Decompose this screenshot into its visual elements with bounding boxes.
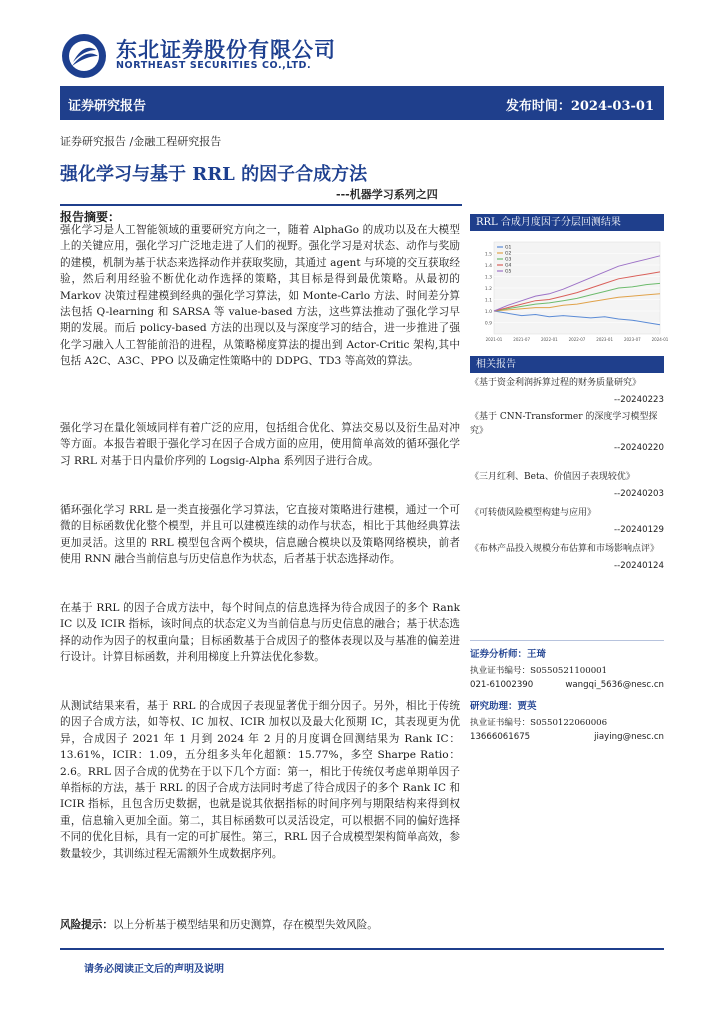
related-report-date: --20240124 <box>614 561 664 571</box>
risk-label: 风险提示： <box>60 919 113 931</box>
related-report-date: --20240223 <box>614 395 664 405</box>
summary-paragraph: 循环强化学习 RRL 是一类直接强化学习算法，它直接对策略进行建模，通过一个可微的目标函数优化整个模型，并且可以建模连续的动作与状态，相比于其他经典算法更加灵活。这里的 RRL 模型包含两个模块，信息融合模块以及策略网络模块，前者使用 RNN 融合当前信息与历史信息作为状态，后者基于状态选择动作。 <box>60 504 460 566</box>
chart-y-tick-label: 1.0 <box>484 310 492 315</box>
chart-y-tick-label: 1.5 <box>484 252 492 258</box>
backtest-line-chart <box>478 236 669 350</box>
page-title: 强化学习与基于 RRL 的因子合成方法 <box>60 164 368 185</box>
chart-x-tick-label: 2023-01 <box>596 337 614 342</box>
chart-y-tick-label: 0.9 <box>484 321 492 327</box>
related-report-date: --20240129 <box>614 525 664 535</box>
report-type-label: 证券研究报告 <box>68 99 147 114</box>
breadcrumb: 证券研究报告 /金融工程研究报告 <box>60 135 222 148</box>
chart-x-tick-label: 2023-07 <box>623 337 641 342</box>
chart-x-tick-label: 2021-01 <box>485 337 503 342</box>
company-name-cn: 东北证券股份有限公司 <box>116 38 336 62</box>
chart-heading: RRL 合成月度因子分层回测结果 <box>470 214 664 231</box>
related-report-item[interactable] <box>470 376 664 407</box>
header-banner <box>60 86 664 120</box>
risk-text: 以上分析基于模型结果和历史测算，存在模型失效风险。 <box>112 919 378 931</box>
related-report-title[interactable]: 《布林产品投入规模分布估算和市场影响点评》 <box>470 544 660 554</box>
chart-legend-label: G1 <box>505 245 512 251</box>
analyst-name: 王琦 <box>527 649 547 660</box>
title-divider <box>60 204 462 206</box>
summary-paragraph: 从测试结果来看，基于 RRL 的合成因子表现显著优于细分因子。另外，相比于传统的因子合成方法，如等权、IC 加权、ICIR 加权以及最大化预期 IC，其表现更为优异，合成因子 2021 年 1 月到 2024 年 2 月的月度调仓回测结果为 Rank IC：13.61%，ICIR：1.09，五分组多头年化超额：15.77%，多空 Sharpe Ratio：2.6。RRL 因子合成的优势在于以下几个方面：第一，相比于传统仅考虑单期单因子单指标的方法，基于 RRL 的因子合成方法同时考虑了待合成因子的多个 Rank IC 和 ICIR 指标，且包含历史数据，也就是说其依据指标的时间序列与期限结构来得到权重，信息输入更加全面。第二，其目标函数可以灵活设定，可以根据不同的偏好选择不同的优化目标，具有一定的可扩展性。第三，RRL 因子合成模型架构简单高效，参数量较少，其训练过程无需额外生成数据序列。 <box>60 700 460 860</box>
chart-x-tick-label: 2022-07 <box>568 337 586 342</box>
company-logo-icon <box>60 32 108 80</box>
publish-date: 发布时间：2024-03-01 <box>505 99 654 114</box>
related-report-title[interactable]: 《可转债风险模型构建与应用》 <box>470 508 597 518</box>
related-report-item[interactable] <box>470 410 664 455</box>
related-report-title[interactable]: 《基于 CNN-Transformer 的深度学习模型探究》 <box>470 412 658 436</box>
chart-legend-label: G5 <box>505 269 512 275</box>
assistant-block <box>470 698 664 742</box>
chart-y-tick-label: 1.4 <box>484 264 492 269</box>
chart-x-tick-label: 2024-01 <box>651 337 669 342</box>
assistant-phone: 13666061675 <box>470 732 531 742</box>
related-report-title[interactable]: 《基于资金利润拆算过程的财务质量研究》 <box>470 378 642 388</box>
summary-paragraph: 在基于 RRL 的因子合成方法中，每个时间点的信息选择为待合成因子的多个 Rank IC 以及 ICIR 指标，该时间点的状态定义为当前信息与历史信息的融合；基于状态选择的动作为因子的权重向量；目标函数基于合成因子的整体表现以及与基准的偏差进行设计。计算目标函数，并利用梯度上升算法优化参数。 <box>60 602 460 664</box>
related-report-item[interactable] <box>470 470 664 501</box>
related-report-item[interactable] <box>470 542 664 573</box>
analyst-cert: 执业证书编号：S0550521100001 <box>470 666 608 676</box>
series-subtitle: ---机器学习系列之四 <box>336 188 438 201</box>
chart-y-tick-label: 1.3 <box>484 275 492 281</box>
related-report-date: --20240220 <box>614 443 664 453</box>
analyst-role: 证券分析师： <box>470 649 528 660</box>
analyst-block <box>470 646 664 690</box>
chart-x-tick-label: 2021-07 <box>513 337 531 342</box>
assistant-cert: 执业证书编号：S0550122060006 <box>470 718 608 728</box>
chart-y-tick-label: 1.1 <box>484 298 492 304</box>
related-reports-heading: 相关报告 <box>470 356 664 373</box>
summary-paragraph: 强化学习在量化领域同样有着广泛的应用，包括组合优化、算法交易以及衍生品对冲等方面。本报告着眼于强化学习在因子合成方面的应用，使用简单高效的循环强化学习 RRL 对基于日内量价序列的 Logsig-Alpha 系列因子进行合成。 <box>60 422 460 467</box>
assistant-role: 研究助理： <box>470 701 518 712</box>
related-report-item[interactable] <box>470 506 664 537</box>
analyst-phone: 021-61002390 <box>470 680 534 690</box>
related-report-date: --20240203 <box>614 489 664 499</box>
chart-legend-label: G4 <box>505 263 512 269</box>
assistant-name: 贾英 <box>517 701 537 712</box>
disclaimer-note: 请务必阅读正文后的声明及说明 <box>84 964 224 975</box>
risk-warning <box>60 917 480 933</box>
chart-legend-label: G2 <box>505 251 512 257</box>
footer-divider <box>60 948 664 950</box>
chart-x-tick-label: 2022-01 <box>540 337 558 342</box>
analyst-email[interactable]: wangqi_5636@nesc.cn <box>565 680 664 690</box>
summary-paragraph: 强化学习是人工智能领域的重要研究方向之一，随着 AlphaGo 的成功以及在大模型上的关键应用，强化学习广泛地走进了人们的视野。强化学习是对状态、动作与奖励的建模，机制为基于状态来选择动作并获取奖励，其通过 agent 与环境的交互获取经验，然后利用经验不断优化动作选择的策略，其目标是得到最优策略。从最初的 Markov 决策过程建模到经典的强化学习算法，如 Monte-Carlo 方法、时间差分算法包括 Q-learning 和 SARSA 等 value-based 方法，这些算法推动了强化学习早期的发展。而后 policy-based 方法的出现以及与深度学习的结合，进一步推进了强化学习融入人工智能前沿的进程，从策略梯度算法的提出到 Actor-Critic 架构,其中包括 A2C、A3C、PPO 以及确定性策略中的 DDPG、TD3 等高效的算法。 <box>60 224 460 368</box>
sidebar-divider <box>470 640 664 641</box>
chart-legend-label: G3 <box>505 257 512 263</box>
summary-heading: 报告摘要： <box>60 210 121 224</box>
chart-y-tick-label: 1.2 <box>484 287 492 292</box>
assistant-email[interactable]: jiaying@nesc.cn <box>594 732 664 742</box>
company-name-en: NORTHEAST SECURITIES CO.,LTD. <box>116 60 312 71</box>
related-report-title[interactable]: 《三月红利、Beta、价值因子表现较优》 <box>470 472 635 482</box>
